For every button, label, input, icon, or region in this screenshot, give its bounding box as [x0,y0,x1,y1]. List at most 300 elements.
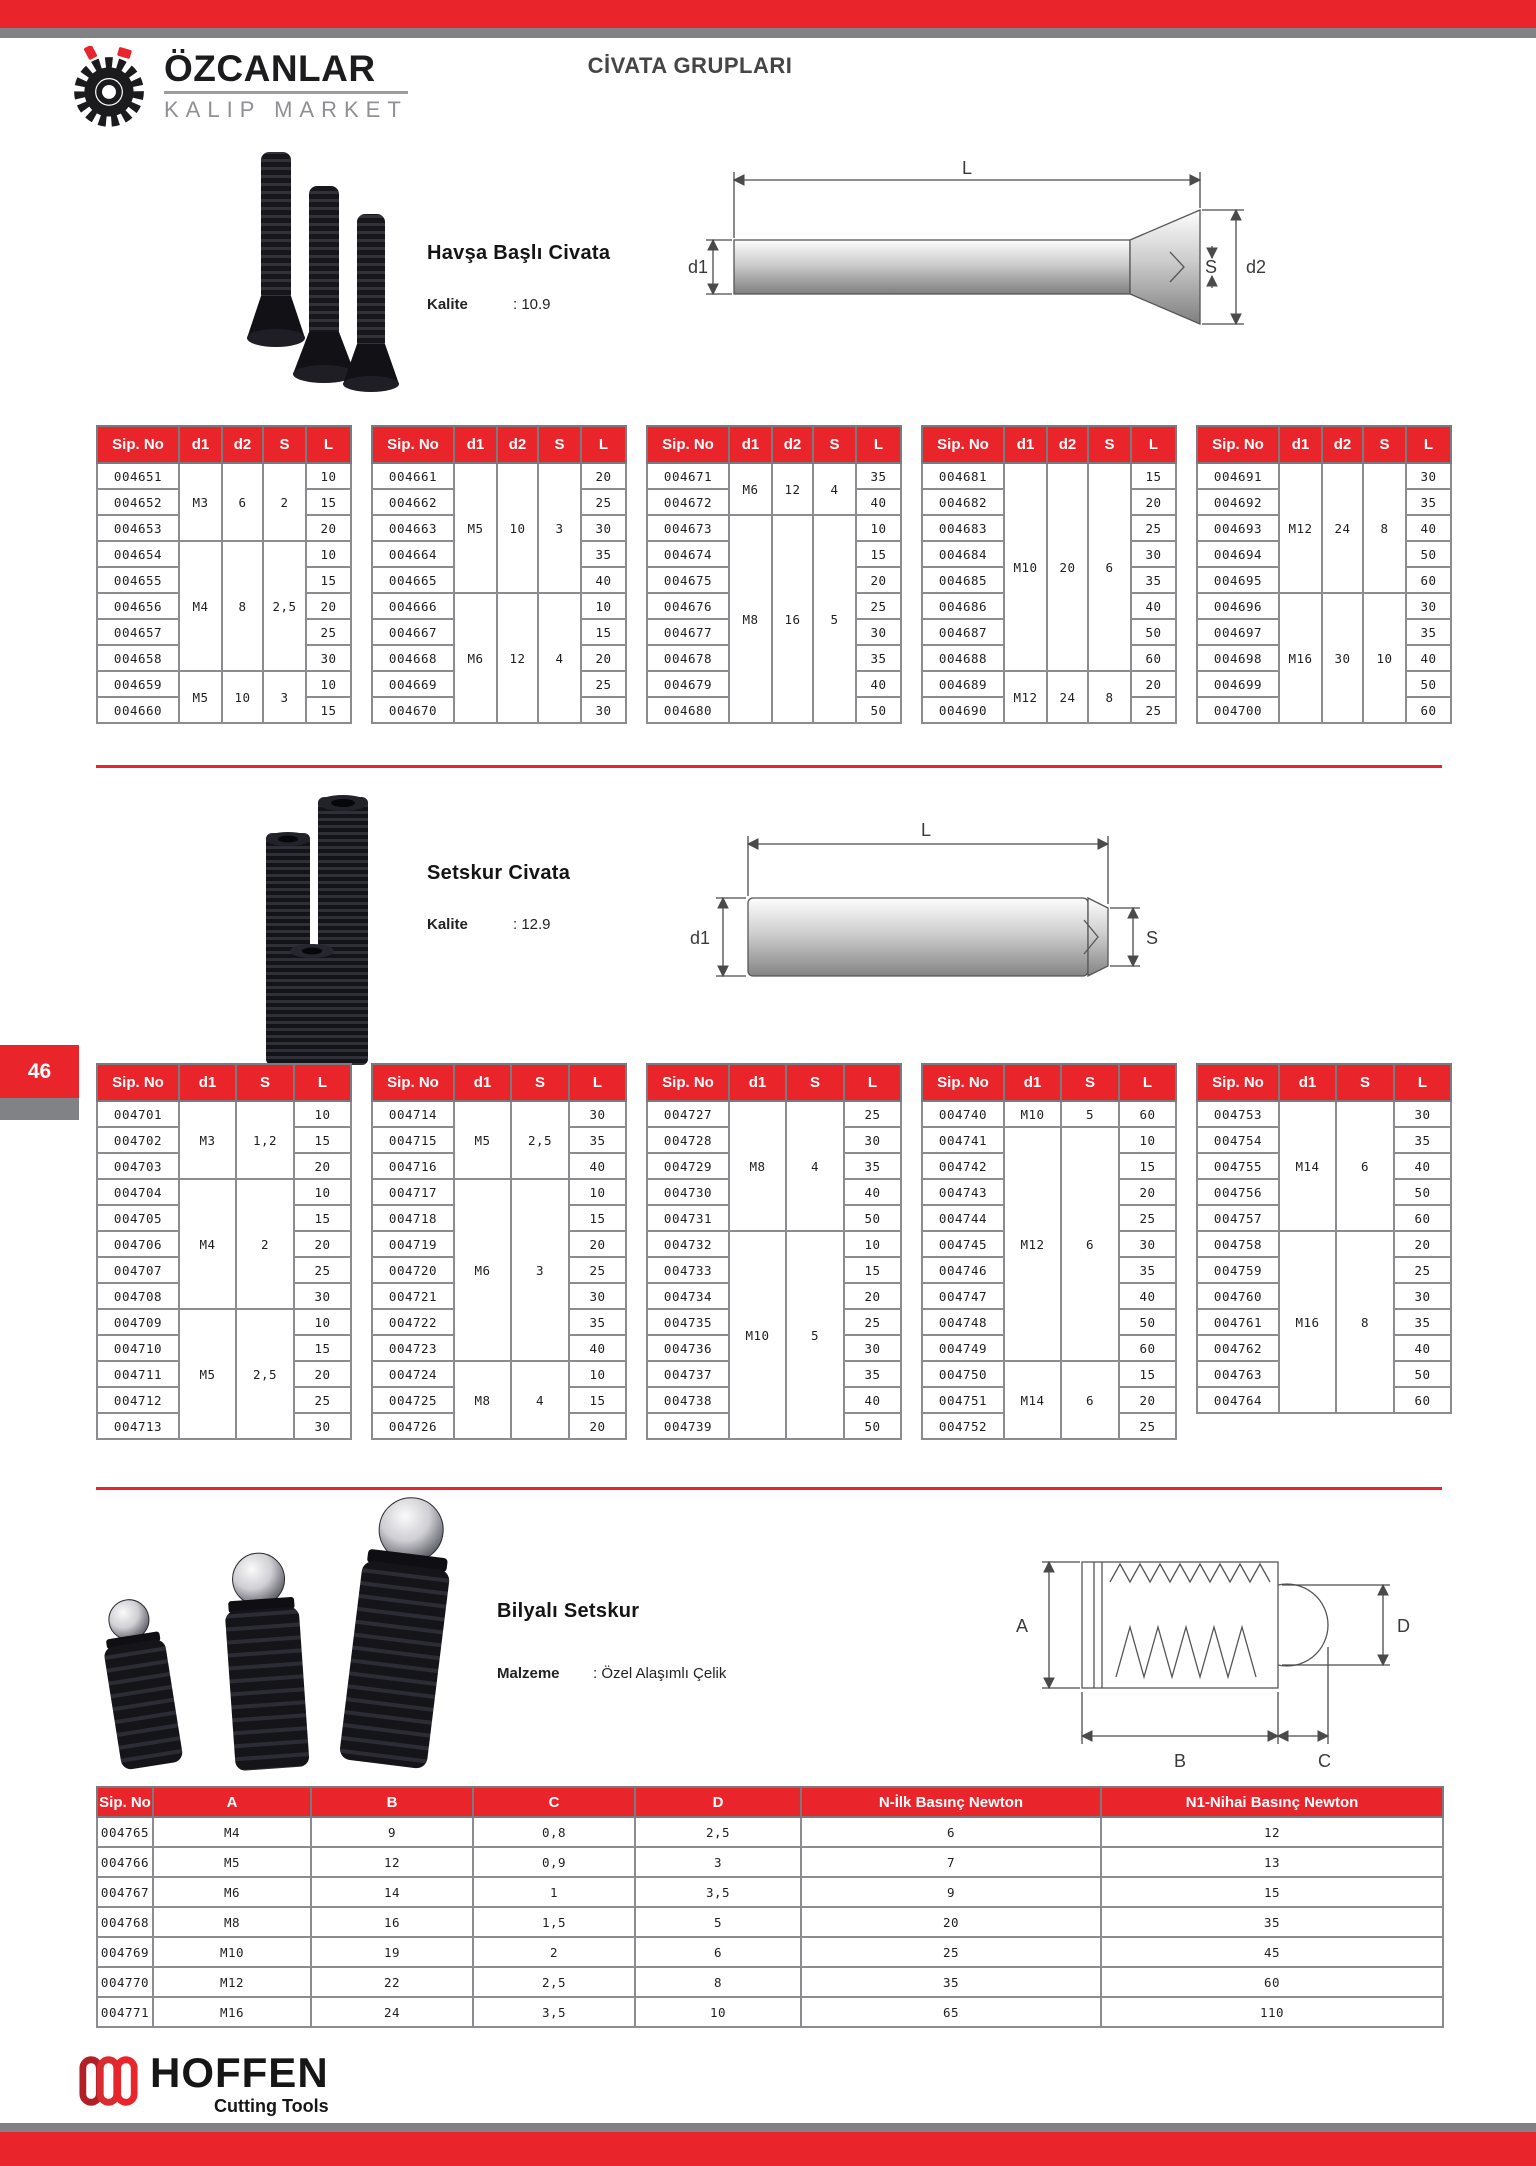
table-cell: 004738 [647,1387,729,1413]
column-header: Sip. No [1197,1064,1279,1101]
table-cell: 20 [569,1413,626,1439]
bottom-gray-bar [0,2123,1536,2132]
table-cell: 20 [1131,489,1176,515]
column-header: C [473,1787,635,1817]
table-cell: 004664 [372,541,454,567]
table-cell: 25 [294,1387,351,1413]
table-cell: 60 [1101,1967,1443,1997]
table-cell: M12 [1279,463,1322,593]
column-header: Sip. No [97,426,179,463]
table-row [372,1101,626,1127]
section-divider-1 [96,765,1442,768]
table-cell: 15 [1119,1153,1176,1179]
column-header: S [538,426,581,463]
table-cell: 110 [1101,1997,1443,2027]
table-cell: 004759 [1197,1257,1279,1283]
table-cell: 25 [856,593,901,619]
table-cell: 004761 [1197,1309,1279,1335]
column-header: L [1394,1064,1451,1101]
table-cell: M10 [1004,1101,1061,1127]
table-cell: 004728 [647,1127,729,1153]
column-header: L [581,426,626,463]
table-cell: 35 [844,1361,901,1387]
table-cell: 004709 [97,1309,179,1335]
dim-label-A: A [1016,1616,1029,1636]
section-title-setskur: Setskur Civata [427,862,571,884]
table-cell: 004767 [97,1877,153,1907]
table-cell: 004668 [372,645,454,671]
table-cell: 004730 [647,1179,729,1205]
column-header: B [311,1787,473,1817]
table-cell: 004678 [647,645,729,671]
footer-logo-name: HOFFEN [150,2049,329,2096]
table-cell: 16 [311,1907,473,1937]
table-cell: 6 [1061,1127,1119,1361]
table-cell: 5 [813,515,856,723]
table-cell: 30 [294,1413,351,1439]
table-cell: 25 [581,489,626,515]
section-title-bilyali: Bilyalı Setskur [497,1600,640,1622]
table-cell: 004701 [97,1101,179,1127]
table-cell: 8 [1363,463,1406,593]
spec-label: Kalite [427,296,468,313]
table-row [1197,1101,1451,1127]
table-cell: 004711 [97,1361,179,1387]
table-cell: 60 [1131,645,1176,671]
dim-label-B: B [1174,1751,1187,1771]
column-header: d1 [454,1064,511,1101]
column-header: d2 [772,426,813,463]
table-cell: 35 [1119,1257,1176,1283]
table-cell: 3 [538,463,581,593]
table-cell: 6 [635,1937,801,1967]
table-cell: M12 [153,1967,311,1997]
table-cell: 004683 [922,515,1004,541]
table-cell: 004665 [372,567,454,593]
column-header: d1 [179,426,222,463]
table-cell: 004669 [372,671,454,697]
table-cell: 004753 [1197,1101,1279,1127]
brand-divider [164,91,408,94]
table-row [97,1967,1443,1997]
table-cell: 004726 [372,1413,454,1439]
page-title: CİVATA GRUPLARI [587,53,793,78]
table-cell: 50 [1131,619,1176,645]
table-cell: 50 [1406,671,1451,697]
table-cell: M8 [729,1101,786,1231]
table-cell: 20 [306,593,351,619]
table-cell: 004717 [372,1179,454,1205]
table-cell: 004695 [1197,567,1279,593]
table-cell: 13 [1101,1847,1443,1877]
table-cell: 004707 [97,1257,179,1283]
table-cell: 15 [294,1335,351,1361]
table-row [97,1877,1443,1907]
table-cell: 30 [581,697,626,723]
header-row [647,426,901,463]
table-cell: 3 [263,671,306,723]
table-cell: 40 [1119,1283,1176,1309]
table-cell: 004705 [97,1205,179,1231]
table-cell: 004697 [1197,619,1279,645]
table-cell: 004744 [922,1205,1004,1231]
table-cell: 40 [581,567,626,593]
table-cell: 004719 [372,1231,454,1257]
spec-label: Kalite [427,916,468,933]
set-screw-diagram [688,798,1272,1028]
table-row [372,1361,626,1387]
havsa-table-4 [921,425,1177,724]
table-cell: 25 [581,671,626,697]
header-row [97,426,351,463]
table-row [97,541,351,567]
table-cell: 1,2 [236,1101,294,1179]
brand-name: ÖZCANLAR [164,48,376,89]
setskur-table-3 [646,1063,902,1440]
table-cell: 004763 [1197,1361,1279,1387]
table-cell: 15 [856,541,901,567]
footer-logo-text [150,2049,329,2117]
section-spec-bilyali [497,1665,726,1682]
table-cell: 20 [294,1231,351,1257]
table-cell: 15 [306,567,351,593]
table-cell: 10 [1363,593,1406,723]
table-cell: 12 [1101,1817,1443,1847]
table-cell: 004718 [372,1205,454,1231]
setskur-table-4 [921,1063,1177,1440]
table-cell: 35 [1394,1127,1451,1153]
table-cell: 004686 [922,593,1004,619]
table-cell: 2 [263,463,306,541]
table-cell: 20 [581,645,626,671]
table-cell: 35 [1406,619,1451,645]
table-cell: 10 [635,1997,801,2027]
table-cell: M3 [179,1101,236,1179]
table-cell: 10 [569,1179,626,1205]
table-cell: 004724 [372,1361,454,1387]
table-cell: 004715 [372,1127,454,1153]
countersunk-bolt-diagram [688,160,1272,350]
column-header: L [844,1064,901,1101]
set-screws-photo [248,793,384,1065]
table-cell: 65 [801,1997,1101,2027]
table-cell: 004696 [1197,593,1279,619]
dim-label-D: D [1397,1616,1410,1636]
table-cell: 0,8 [473,1817,635,1847]
table-cell: 004698 [1197,645,1279,671]
table-cell: 35 [856,645,901,671]
table-cell: 40 [569,1153,626,1179]
spec-value: : Özel Alaşımlı Çelik [593,1665,727,1682]
table-cell: 6 [801,1817,1101,1847]
table-row [97,1997,1443,2027]
column-header: S [1363,426,1406,463]
bottom-red-bar [0,2132,1536,2166]
header-row [922,1064,1176,1101]
table-cell: 10 [581,593,626,619]
footer-logo-subtitle: Cutting Tools [214,2096,329,2116]
table-cell: 004659 [97,671,179,697]
table-cell: 10 [844,1231,901,1257]
table-cell: 12 [497,593,538,723]
table-cell: 004690 [922,697,1004,723]
table-cell: 004752 [922,1413,1004,1439]
table-cell: 30 [1406,593,1451,619]
table-cell: 004652 [97,489,179,515]
table-cell: M5 [179,671,222,723]
column-header: d1 [1279,1064,1336,1101]
table-row [1197,593,1451,619]
table-row [922,671,1176,697]
column-header: d1 [179,1064,236,1101]
table-cell: 004757 [1197,1205,1279,1231]
table-cell: M4 [179,1179,236,1309]
table-cell: 004674 [647,541,729,567]
table-cell: 6 [1336,1101,1394,1231]
table-cell: M10 [1004,463,1047,671]
table-cell: 004713 [97,1413,179,1439]
table-cell: 30 [844,1127,901,1153]
header-row [1197,426,1451,463]
table-cell: 20 [1047,463,1088,671]
column-header: Sip. No [372,426,454,463]
dim-label-S: S [1205,257,1218,277]
table-cell: 20 [306,515,351,541]
page-number: 46 [27,1059,52,1083]
table-cell: 35 [1394,1309,1451,1335]
hoffen-chain-icon [78,2052,140,2110]
table-cell: 22 [311,1967,473,1997]
column-header: L [856,426,901,463]
havsa-table-2 [371,425,627,724]
table-cell: 8 [1336,1231,1394,1413]
table-cell: 40 [856,489,901,515]
table-cell: 004654 [97,541,179,567]
setskur-table-1 [96,1063,352,1440]
table-cell: 10 [294,1309,351,1335]
section-spec-havsa [427,296,551,313]
table-cell: 004680 [647,697,729,723]
table-cell: 15 [569,1205,626,1231]
table-cell: 004684 [922,541,1004,567]
table-cell: 004748 [922,1309,1004,1335]
table-cell: 35 [844,1153,901,1179]
data-table [371,1063,627,1440]
data-table [96,1063,352,1440]
table-cell: 004662 [372,489,454,515]
footer-logo [78,2049,329,2117]
table-cell: M12 [1004,671,1047,723]
table-cell: 50 [1394,1361,1451,1387]
table-cell: 4 [813,463,856,515]
table-cell: 20 [569,1231,626,1257]
table-cell: 15 [569,1387,626,1413]
table-cell: 004653 [97,515,179,541]
table-cell: 004765 [97,1817,153,1847]
table-cell: 25 [294,1257,351,1283]
table-cell: M16 [1279,1231,1336,1413]
table-cell: 004656 [97,593,179,619]
table-cell: 2,5 [263,541,306,671]
table-cell: 8 [635,1967,801,1997]
table-cell: 3 [511,1179,569,1361]
table-cell: 004688 [922,645,1004,671]
havsa-tables-row [96,425,1442,724]
table-cell: 2 [236,1179,294,1309]
table-cell: 1 [473,1877,635,1907]
table-row [372,1179,626,1205]
top-gray-bar [0,28,1536,38]
table-cell: 10 [1119,1127,1176,1153]
table-row [647,1231,901,1257]
column-header: L [306,426,351,463]
table-cell: 004749 [922,1335,1004,1361]
table-cell: M10 [729,1231,786,1439]
table-cell: 25 [306,619,351,645]
column-header: Sip. No [922,426,1004,463]
table-cell: 20 [294,1361,351,1387]
bilyali-table [96,1786,1444,2028]
table-cell: 9 [311,1817,473,1847]
table-cell: 15 [581,619,626,645]
table-cell: 25 [844,1101,901,1127]
table-cell: 004660 [97,697,179,723]
table-cell: 004747 [922,1283,1004,1309]
table-cell: 25 [844,1309,901,1335]
table-cell: 004722 [372,1309,454,1335]
header-row [922,426,1176,463]
table-cell: 30 [1394,1283,1451,1309]
table-cell: 004725 [372,1387,454,1413]
table-cell: 30 [1394,1101,1451,1127]
table-cell: 15 [1131,463,1176,489]
table-cell: 15 [294,1205,351,1231]
table-cell: 004720 [372,1257,454,1283]
column-header: L [1406,426,1451,463]
table-cell: 004651 [97,463,179,489]
data-table [646,425,902,724]
table-row [372,463,626,489]
table-cell: 004682 [922,489,1004,515]
column-header: d2 [222,426,263,463]
table-cell: 004710 [97,1335,179,1361]
table-cell: 20 [801,1907,1101,1937]
table-cell: 35 [801,1967,1101,1997]
table-cell: 60 [1406,567,1451,593]
table-cell: M12 [1004,1127,1061,1361]
table-cell: 004687 [922,619,1004,645]
table-cell: 004737 [647,1361,729,1387]
table-cell: 5 [1061,1101,1119,1127]
table-cell: 30 [844,1335,901,1361]
header-row [372,426,626,463]
table-cell: 004751 [922,1387,1004,1413]
table-cell: M4 [153,1817,311,1847]
table-cell: 40 [1131,593,1176,619]
bilyali-table-wrap [96,1786,1444,2028]
table-cell: 004712 [97,1387,179,1413]
header-row [97,1787,1443,1817]
column-header: L [294,1064,351,1101]
table-cell: 004745 [922,1231,1004,1257]
table-cell: 4 [538,593,581,723]
table-cell: 20 [856,567,901,593]
table-cell: 20 [1119,1387,1176,1413]
table-cell: 9 [801,1877,1101,1907]
column-header: Sip. No [97,1787,153,1817]
table-cell: 35 [569,1127,626,1153]
table-cell: 10 [222,671,263,723]
table-cell: 004736 [647,1335,729,1361]
header-row [647,1064,901,1101]
table-cell: M8 [729,515,772,723]
table-cell: 40 [844,1387,901,1413]
column-header: S [786,1064,844,1101]
table-cell: 50 [1394,1179,1451,1205]
table-cell: 004734 [647,1283,729,1309]
table-cell: 7 [801,1847,1101,1877]
column-header: d2 [1047,426,1088,463]
table-cell: 40 [1406,515,1451,541]
table-cell: 40 [856,671,901,697]
havsa-table-1 [96,425,352,724]
table-cell: 004741 [922,1127,1004,1153]
table-cell: 004762 [1197,1335,1279,1361]
table-cell: 12 [311,1847,473,1877]
table-cell: 004675 [647,567,729,593]
data-table [1196,1063,1452,1414]
table-cell: 20 [1119,1179,1176,1205]
table-cell: 004760 [1197,1283,1279,1309]
column-header: S [1061,1064,1119,1101]
table-cell: 40 [1394,1335,1451,1361]
table-cell: M10 [153,1937,311,1967]
table-cell: 15 [306,489,351,515]
table-cell: 15 [1101,1877,1443,1907]
table-cell: 30 [1406,463,1451,489]
table-cell: 004758 [1197,1231,1279,1257]
table-cell: M5 [454,463,497,593]
data-table [921,425,1177,724]
table-cell: 30 [856,619,901,645]
brand-logo [68,46,408,128]
table-cell: 004673 [647,515,729,541]
table-cell: 004770 [97,1967,153,1997]
table-cell: 004740 [922,1101,1004,1127]
table-cell: 2,5 [473,1967,635,1997]
table-cell: 004756 [1197,1179,1279,1205]
column-header: D [635,1787,801,1817]
table-cell: 12 [772,463,813,515]
table-cell: 004731 [647,1205,729,1231]
column-header: d1 [1279,426,1322,463]
column-header: N1-Nihai Basınç Newton [1101,1787,1443,1817]
table-cell: 25 [1119,1205,1176,1231]
dim-label-L: L [921,820,932,840]
table-cell: 004702 [97,1127,179,1153]
column-header: S [511,1064,569,1101]
column-header: S [263,426,306,463]
data-table [96,425,352,724]
havsa-table-3 [646,425,902,724]
table-cell: 004689 [922,671,1004,697]
table-row [922,463,1176,489]
table-cell: 10 [856,515,901,541]
dim-label-C: C [1318,1751,1331,1771]
data-table [646,1063,902,1440]
table-cell: 004685 [922,567,1004,593]
table-cell: 40 [569,1335,626,1361]
